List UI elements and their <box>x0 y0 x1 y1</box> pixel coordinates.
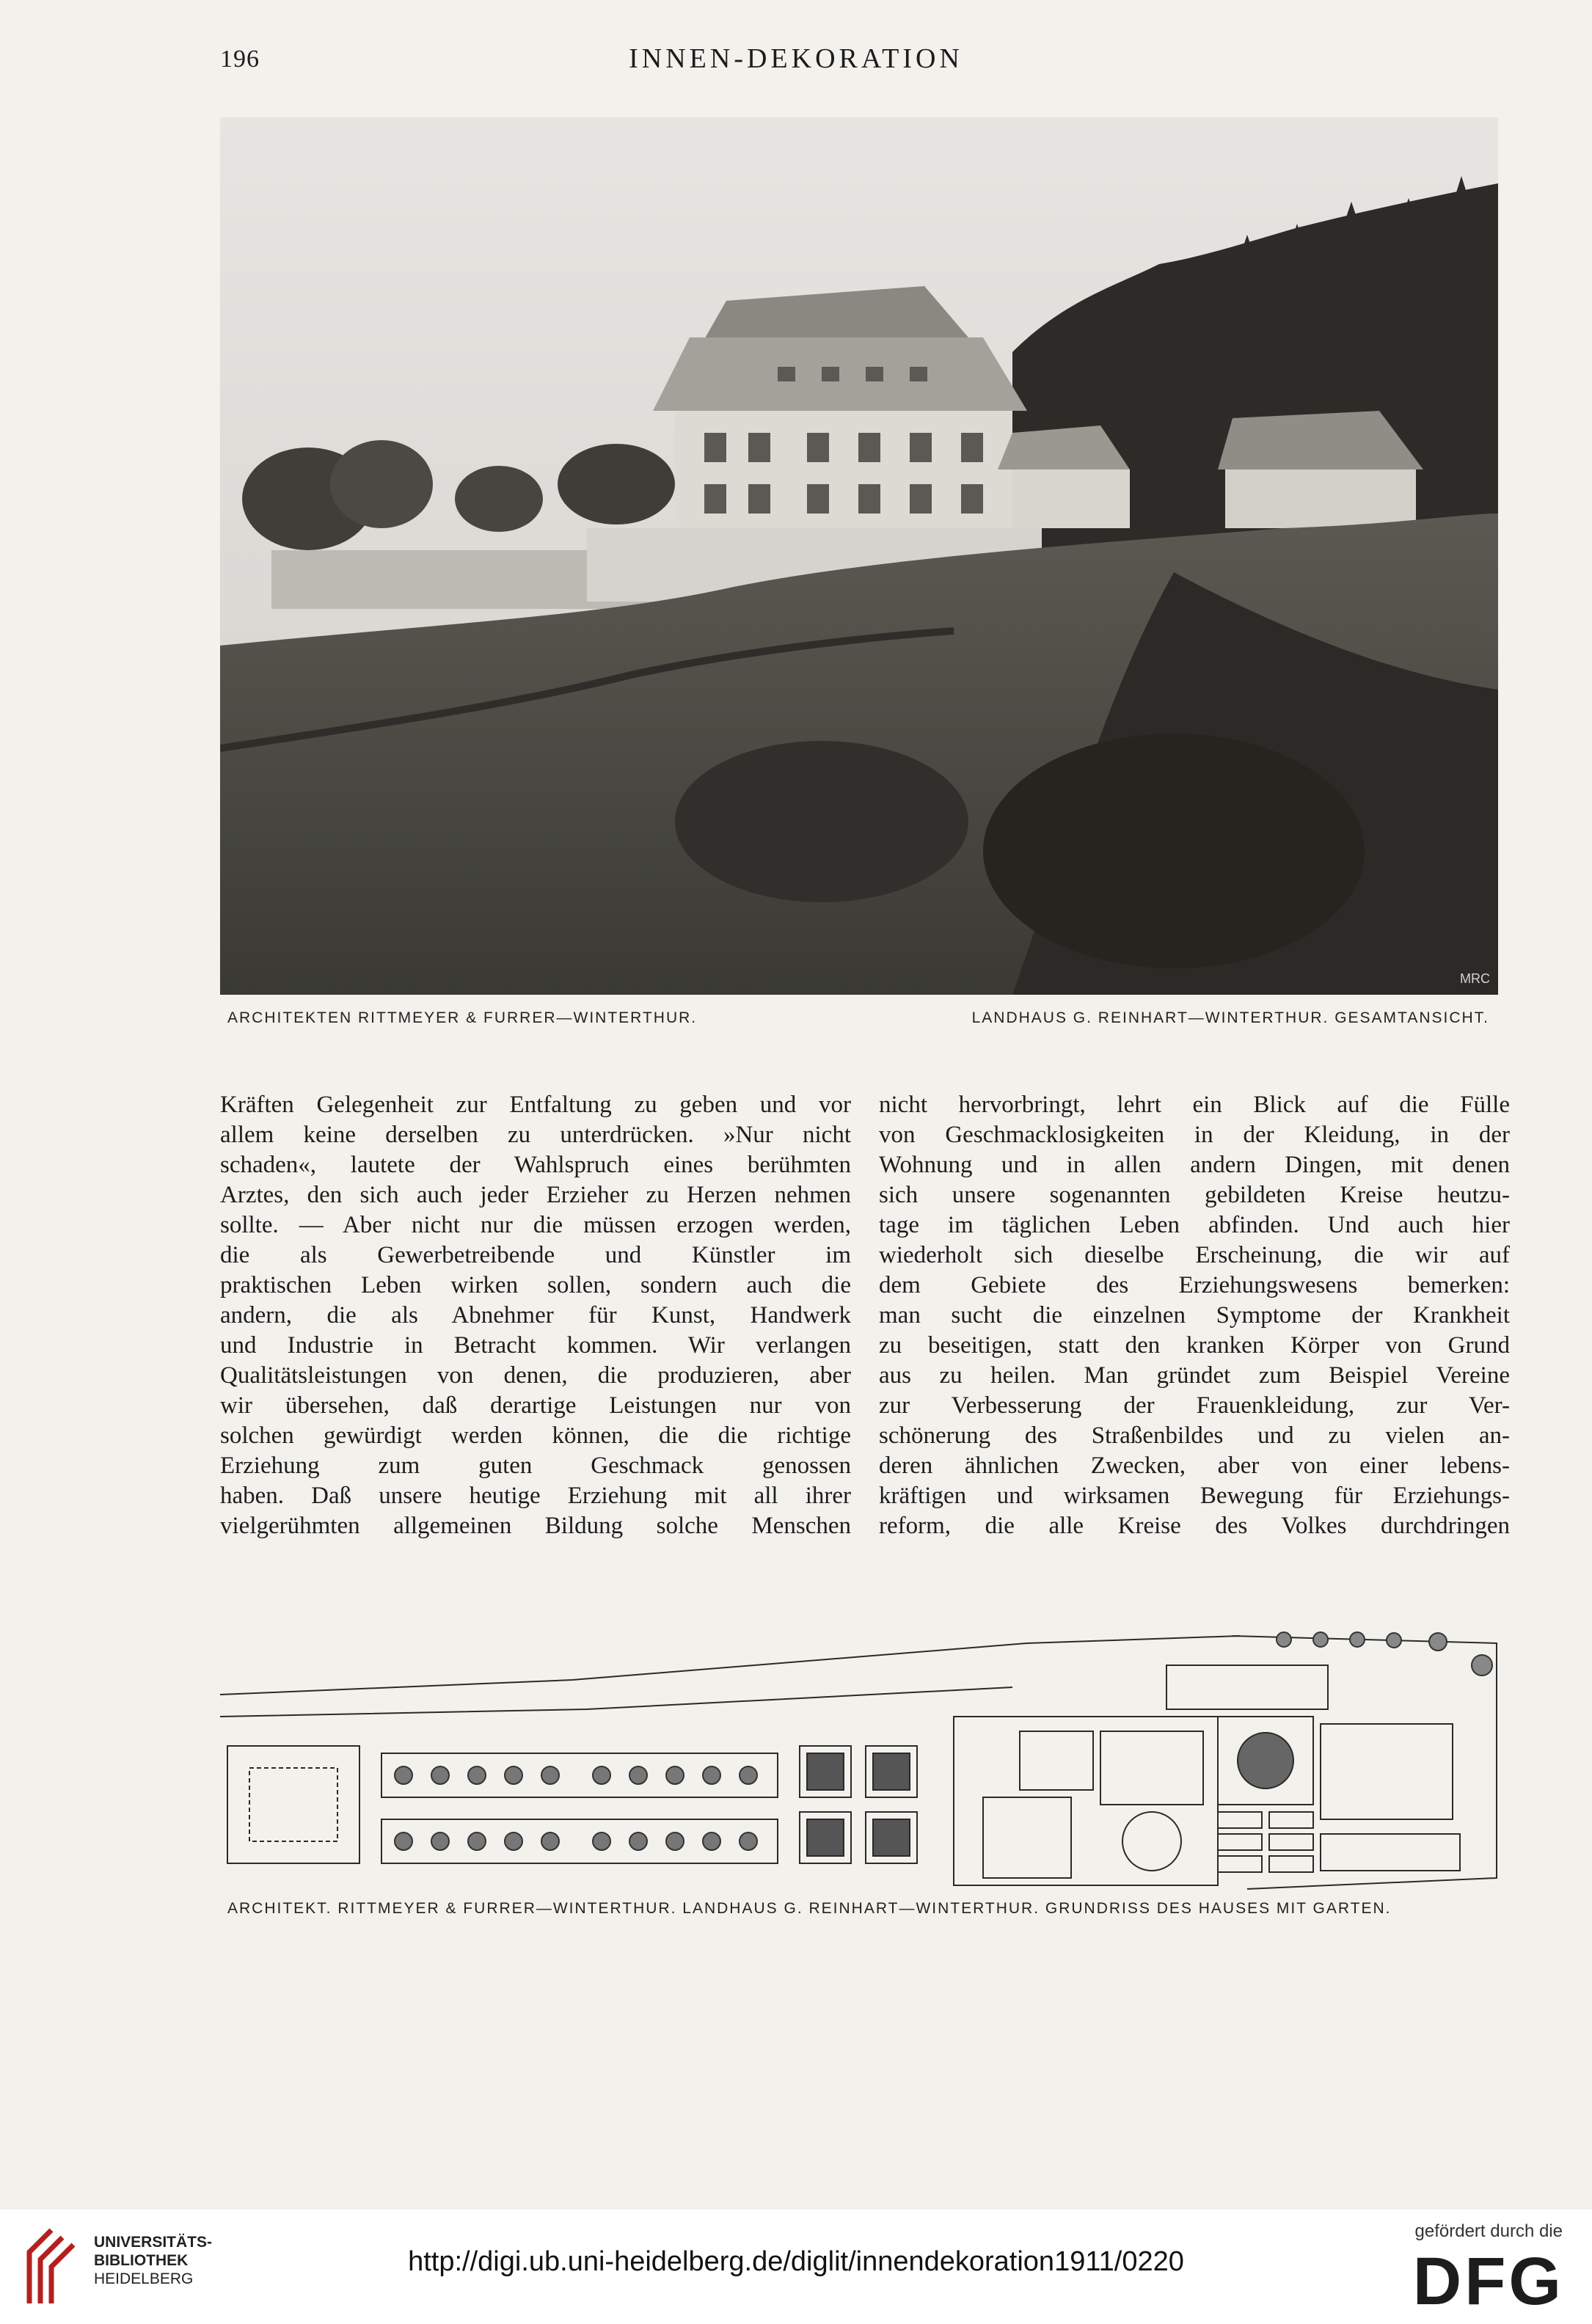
text-line: aus zu heilen. Man gründet zum Beispiel Vereine <box>879 1362 1510 1389</box>
library-line-1: UNIVERSITÄTS- <box>94 2234 213 2251</box>
text-line: sollte. — Aber nicht nur die müssen erzogen werden, <box>220 1212 851 1238</box>
text-line: reform, die alle Kreise des Volkes durchdringen <box>879 1513 1510 1539</box>
body-column-right <box>879 1090 1510 1541</box>
text-line: praktischen Leben wirken sollen, sondern auch die <box>220 1272 851 1298</box>
text-line: man sucht die einzelnen Symptome der Krankheit <box>879 1302 1510 1329</box>
text-line: wiederholt sich dieselbe Erscheinung, die wir auf <box>879 1242 1510 1268</box>
page-number: 196 <box>220 45 260 73</box>
source-url-link[interactable]: http://digi.ub.uni-heidelberg.de/diglit/innendekoration1911/0220 <box>408 2246 1184 2277</box>
text-line: Qualitätsleistungen von denen, die produzieren, aber <box>220 1362 851 1389</box>
dfg-logo: DFG <box>1412 2244 1564 2319</box>
funding-note: gefördert durch die <box>1414 2221 1563 2241</box>
text-line: Kräften Gelegenheit zur Entfaltung zu geben und vor <box>220 1092 851 1118</box>
text-line: wir übersehen, daß derartige Leistungen nur von <box>220 1392 851 1419</box>
text-line: haben. Daß unsere heutige Erziehung mit all ihrer <box>220 1483 851 1509</box>
text-line: sich unsere sogenannten gebildeten Kreise heutzu- <box>879 1182 1510 1208</box>
running-title: INNEN-DEKORATION <box>629 43 963 74</box>
text-line: vielgerühmten allgemeinen Bildung solche Menschen <box>220 1513 851 1539</box>
text-line: solchen gewürdigt werden können, die die richtige <box>220 1422 851 1449</box>
photo-caption-left: ARCHITEKTEN RITTMEYER & FURRER—WINTERTHUR. <box>227 1009 698 1026</box>
library-line-3: HEIDELBERG <box>94 2270 194 2287</box>
text-line: Erziehung zum guten Geschmack genossen <box>220 1452 851 1479</box>
text-line: Arztes, den sich auch jeder Erzieher zu Herzen nehmen <box>220 1182 851 1208</box>
ground-plan-drawing <box>220 1621 1515 1893</box>
text-line: andern, die als Abnehmer für Kunst, Handwerk <box>220 1302 851 1329</box>
photo-caption-right: LANDHAUS G. REINHART—WINTERTHUR. GESAMTANSICHT. <box>971 1009 1489 1026</box>
text-line: schönerung des Straßenbildes und zu vielen an- <box>879 1422 1510 1449</box>
text-line: deren ähnlichen Zwecken, aber von einer lebens- <box>879 1452 1510 1479</box>
plan-caption: ARCHITEKT. RITTMEYER & FURRER—WINTERTHUR. LANDHAUS G. REINHART—WINTERTHUR. GRUNDRISS DES HAUSES MIT GARTEN. <box>227 1900 1392 1917</box>
text-line: nicht hervorbringt, lehrt ein Blick auf die Fülle <box>879 1092 1510 1118</box>
text-line: zur Verbesserung der Frauenkleidung, zur Ver- <box>879 1392 1510 1419</box>
text-line: dem Gebiete des Erziehungswesens bemerken: <box>879 1272 1510 1298</box>
photo-signature: MRC <box>1460 971 1490 986</box>
text-line: die als Gewerbetreibende und Künstler im <box>220 1242 851 1268</box>
text-line: kräftigen und wirksamen Bewegung für Erziehungs- <box>879 1483 1510 1509</box>
text-line: Wohnung und in allen andern Dingen, mit denen <box>879 1152 1510 1178</box>
library-line-2: BIBLIOTHEK <box>94 2252 189 2269</box>
text-line: tage im täglichen Leben abfinden. Und auch hier <box>879 1212 1510 1238</box>
text-line: zu beseitigen, statt den kranken Körper von Grund <box>879 1332 1510 1359</box>
text-line: schaden«, lautete der Wahlspruch eines berühmten <box>220 1152 851 1178</box>
house-photograph <box>220 117 1498 995</box>
text-line: von Geschmacklosigkeiten in der Kleidung, in der <box>879 1122 1510 1148</box>
text-line: und Industrie in Betracht kommen. Wir verlangen <box>220 1332 851 1359</box>
body-column-left <box>220 1090 851 1541</box>
text-line: allem keine derselben zu unterdrücken. »Nur nicht <box>220 1122 851 1148</box>
